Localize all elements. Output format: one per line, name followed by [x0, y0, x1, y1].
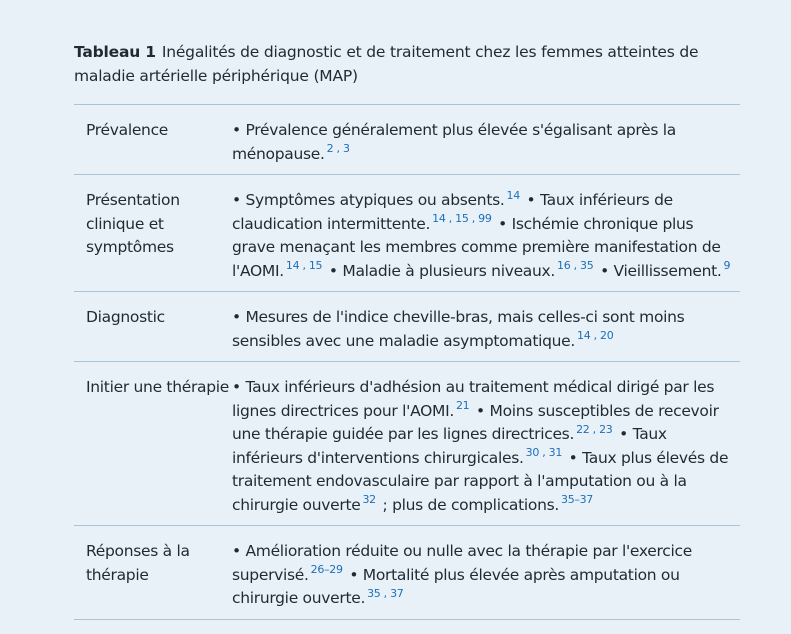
table-title: Inégalités de diagnostic et de traitement chez les femmes atteintes de maladie artérielle périphérique (MAP) [74, 43, 699, 85]
description-text: • Taux plus élevés de traitement endovasculaire par rapport à l'amputation ou à la chirurgie ouverte [232, 448, 729, 514]
reference-link[interactable]: 9 [723, 259, 731, 273]
reference-link[interactable]: 2 , 3 [326, 142, 350, 156]
description-text: • Taux inférieurs d'interventions chirurgicales. [232, 425, 667, 467]
reference-link[interactable]: 35 , 37 [367, 586, 404, 600]
description-text: • Vieillissement. [600, 261, 722, 280]
row-category: Prévalence [74, 105, 232, 175]
description-text: • Prévalence généralement plus élevée s'égalisant après la ménopause. [232, 121, 677, 163]
row-category: Présentation clinique et symptômes [74, 175, 232, 292]
description-text: • Taux inférieurs de claudication intermittente. [232, 191, 673, 233]
reference-link[interactable]: 35–37 [561, 493, 594, 507]
table-label: Tableau 1 [74, 43, 156, 61]
row-category: Initier une thérapie [74, 362, 232, 526]
table-caption [74, 40, 754, 88]
description-text: • Ischémie chronique plus grave menaçant les membres comme première manifestation de l'AOMI. [232, 214, 721, 280]
table-row [74, 105, 740, 175]
reference-link[interactable]: 14 [506, 188, 520, 202]
reference-link[interactable]: 16 , 35 [557, 259, 594, 273]
table-row [74, 175, 740, 292]
row-description [232, 105, 740, 175]
reference-link[interactable]: 22 , 23 [576, 422, 613, 436]
reference-link[interactable]: 26–29 [310, 563, 343, 577]
table-row [74, 292, 740, 362]
table-row [74, 362, 740, 526]
row-category: Réponses à la thérapie [74, 526, 232, 620]
description-text: • Maladie à plusieurs niveaux. [328, 261, 556, 280]
reference-link[interactable]: 32 [362, 493, 376, 507]
row-description [232, 292, 740, 362]
reference-link[interactable]: 14 , 20 [577, 329, 614, 343]
reference-link[interactable]: 21 [455, 399, 470, 413]
description-text: • Taux inférieurs d'adhésion au traitement médical dirigé par les lignes directrices pour l'AOMI. [232, 378, 715, 420]
description-text: • Symptômes atypiques ou absents. [232, 191, 505, 209]
reference-link[interactable]: 14 , 15 , 99 [432, 212, 492, 226]
reference-link[interactable]: 14 , 15 [285, 259, 323, 273]
description-text: ; plus de complications. [382, 495, 560, 514]
reference-link[interactable]: 30 , 31 [525, 446, 563, 460]
row-description [232, 175, 740, 292]
description-text: • Moins susceptibles de recevoir une thérapie guidée par les lignes directrices. [232, 401, 719, 443]
description-text: • Mesures de l'indice cheville-bras, mais celles-ci sont moins sensibles avec une maladie asymptomatique. [232, 308, 685, 350]
description-text: • Amélioration réduite ou nulle avec la thérapie par l'exercice supervisé. [232, 542, 692, 584]
description-text: • Mortalité plus élevée après amputation ou chirurgie ouverte. [232, 565, 680, 607]
inequalities-table [74, 104, 740, 620]
row-description [232, 362, 740, 526]
row-description [232, 526, 740, 620]
row-category: Diagnostic [74, 292, 232, 362]
table-row [74, 526, 740, 620]
